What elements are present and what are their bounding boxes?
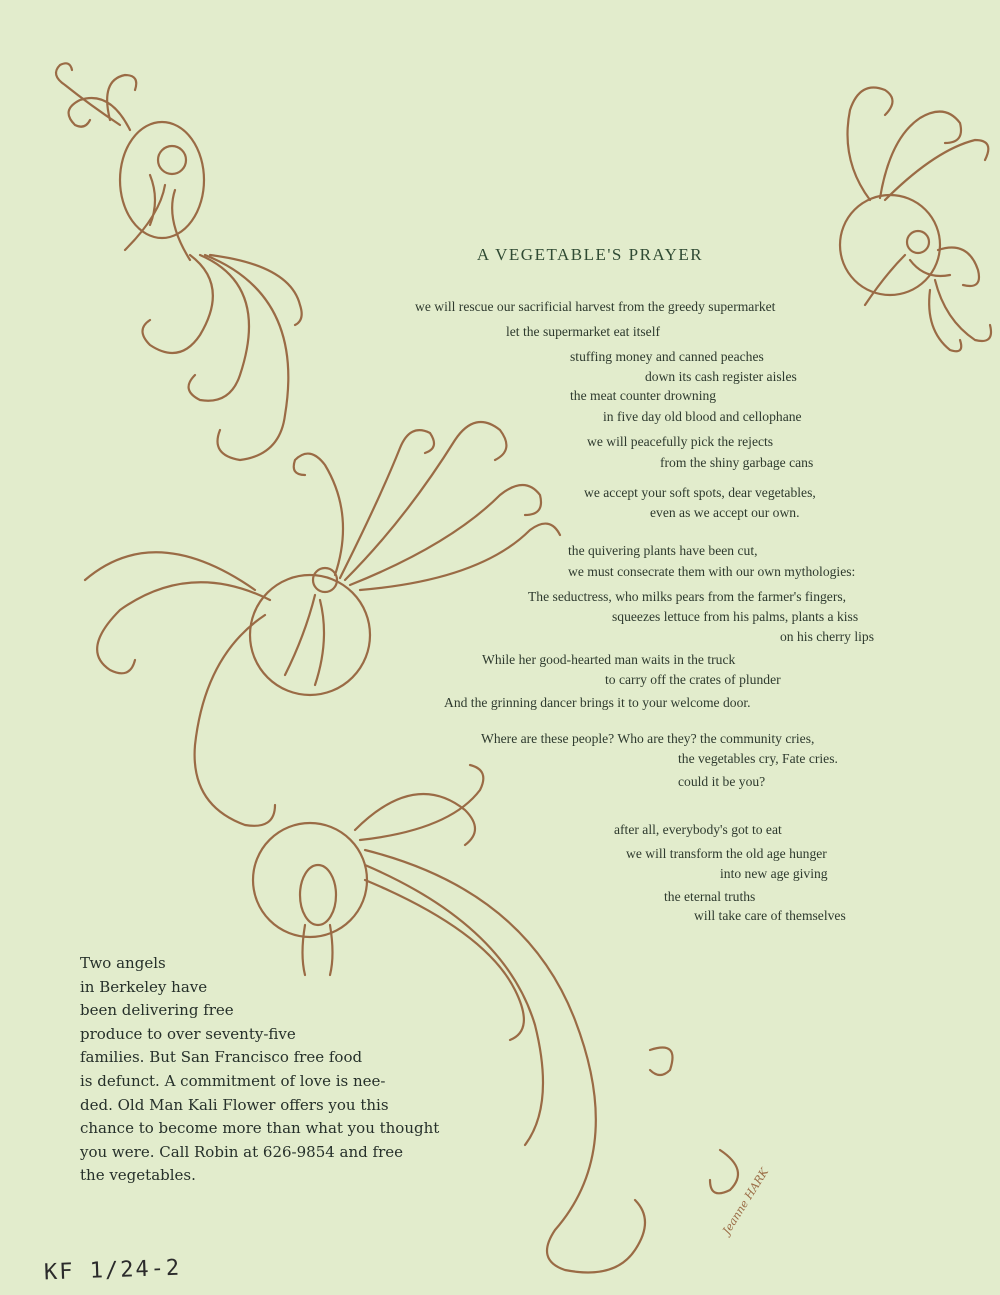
poem-line: we will peacefully pick the rejects xyxy=(587,434,774,449)
poem-line: the quivering plants have been cut, xyxy=(568,543,758,558)
poem-line: And the grinning dancer brings it to your welcome door. xyxy=(444,695,751,710)
figure-middle xyxy=(85,422,560,826)
poem-line: we will rescue our sacrificial harvest from the greedy supermarket xyxy=(415,299,776,314)
poem-line: to carry off the crates of plunder xyxy=(605,672,781,687)
poem-line: the eternal truths xyxy=(664,889,756,904)
notice-paragraph xyxy=(80,952,460,1188)
notice-line: is defunct. A commitment of love is nee- xyxy=(80,1071,386,1090)
poem-line: the meat counter drowning xyxy=(570,388,717,403)
poem-line: from the shiny garbage cans xyxy=(660,455,814,470)
notice-line: the vegetables. xyxy=(80,1166,196,1185)
notice-line: Two angels xyxy=(80,954,166,972)
poem-line: even as we accept our own. xyxy=(650,505,800,520)
poem-line: The seductress, who milks pears from the farmer's fingers, xyxy=(528,589,847,604)
poem-line: could it be you? xyxy=(678,774,766,789)
poem-line: stuffing money and canned peaches xyxy=(570,349,764,364)
poem-line: down its cash register aisles xyxy=(645,369,797,384)
notice-line: you were. Call Robin at 626-9854 and free xyxy=(80,1142,403,1161)
handwritten-archive-note: KF 1/24-2 xyxy=(43,1255,182,1286)
poem-line: on his cherry lips xyxy=(780,629,875,644)
notice-line: ded. Old Man Kali Flower offers you this xyxy=(80,1095,389,1114)
poem-line: we accept your soft spots, dear vegetables, xyxy=(584,485,816,500)
notice-line: chance to become more than what you thought xyxy=(80,1119,440,1138)
poem-line: after all, everybody's got to eat xyxy=(614,822,782,837)
poem-line: will take care of themselves xyxy=(694,908,846,923)
poem-line: in five day old blood and cellophane xyxy=(603,409,802,424)
notice-line: in Berkeley have xyxy=(80,977,208,996)
poem-line: Where are these people? Who are they? the community cries, xyxy=(481,731,815,746)
figure-top-left xyxy=(56,63,302,460)
poem-line: into new age giving xyxy=(720,866,828,881)
notice-line: produce to over seventy-five xyxy=(80,1024,296,1043)
poem-line: we will transform the old age hunger xyxy=(626,846,827,861)
poem-title: A VEGETABLE'S PRAYER xyxy=(476,245,704,264)
notice-line: families. But San Francisco free food xyxy=(80,1048,363,1067)
poem-line: While her good-hearted man waits in the truck xyxy=(482,652,736,667)
poem-line: we must consecrate them with our own mythologies: xyxy=(568,564,856,579)
poem-line: let the supermarket eat itself xyxy=(506,324,660,339)
notice-line: been delivering free xyxy=(80,1001,234,1020)
poem-line: the vegetables cry, Fate cries. xyxy=(678,751,838,766)
artist-signature: Jeanne HARK xyxy=(720,1165,772,1237)
poem-line: squeezes lettuce from his palms, plants a kiss xyxy=(612,609,859,624)
figure-top-right xyxy=(840,88,991,352)
